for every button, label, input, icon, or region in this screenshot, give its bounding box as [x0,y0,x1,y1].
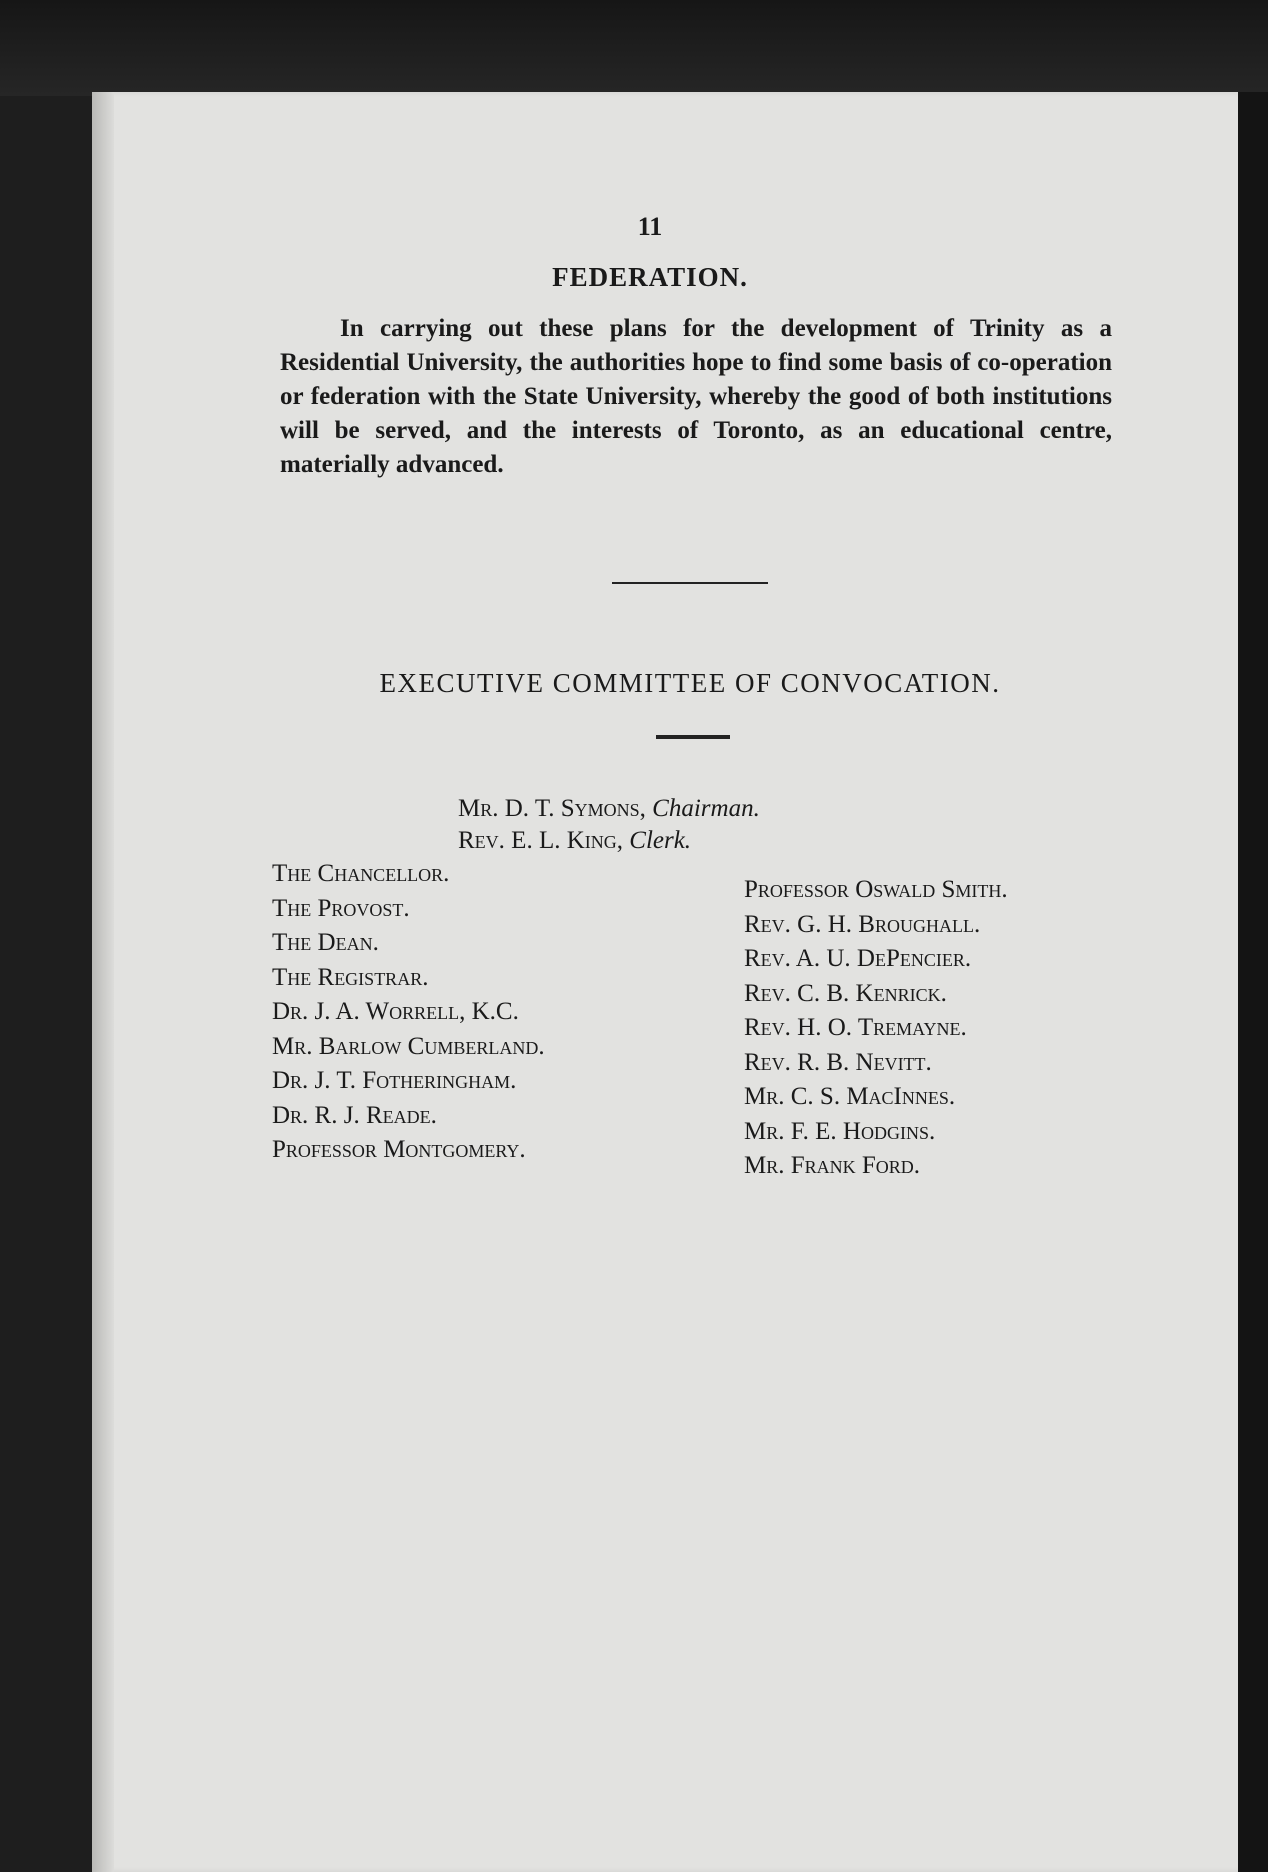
list-item: Rev. R. B. Nevitt. [744,1048,932,1076]
member-list-right [744,873,1008,1184]
list-item: Rev. C. B. Kenrick. [744,979,947,1007]
section-title: FEDERATION. [552,262,748,292]
list-item: Rev. G. H. Broughall. [744,910,981,938]
list-item: Mr. Frank Ford. [744,1152,921,1179]
title-underline [656,735,730,739]
list-item: The Dean. [272,929,379,956]
page-number: 11 [637,212,663,241]
page-gutter [92,92,114,1872]
committee-title: EXECUTIVE COMMITTEE OF CONVOCATION. [379,668,1001,698]
officer-role: Chairman. [652,795,760,822]
scan-edge [1238,92,1268,1872]
scan-background [0,0,1268,96]
list-item: Dr. J. A. Worrell, K.C. [272,998,519,1025]
officer-name: Rev. E. L. King, [458,827,624,854]
section-divider [612,582,768,584]
list-item: Dr. J. T. Fotheringham. [272,1067,517,1094]
officer-name: Mr. D. T. Symons, [458,795,646,822]
officer-chairman [458,795,760,823]
list-item: Rev. H. O. Tremayne. [744,1014,967,1041]
list-item: Professor Montgomery. [272,1136,526,1163]
list-item: Professor Oswald Smith. [744,876,1008,903]
officer-clerk [458,827,691,855]
member-list-left [272,857,545,1168]
list-item: The Registrar. [272,963,429,991]
federation-paragraph: In carrying out these plans for the development of Trinity as a Residential University, the authorities hope to find some basis of co-operation or federation with the State University, whereby the good of both institutions will be served, and the interests of Toronto, as an educational centre, materially advanced. [280,315,1112,478]
list-item: Mr. C. S. MacInnes. [744,1083,956,1110]
list-item: Mr. Barlow Cumberland. [272,1032,545,1060]
officer-role: Clerk. [629,827,692,854]
list-item: The Chancellor. [272,860,450,887]
list-item: Dr. R. J. Reade. [272,1101,437,1129]
list-item: Mr. F. E. Hodgins. [744,1117,936,1145]
list-item: The Provost. [272,894,410,922]
list-item: Rev. A. U. DePencier. [744,945,972,972]
